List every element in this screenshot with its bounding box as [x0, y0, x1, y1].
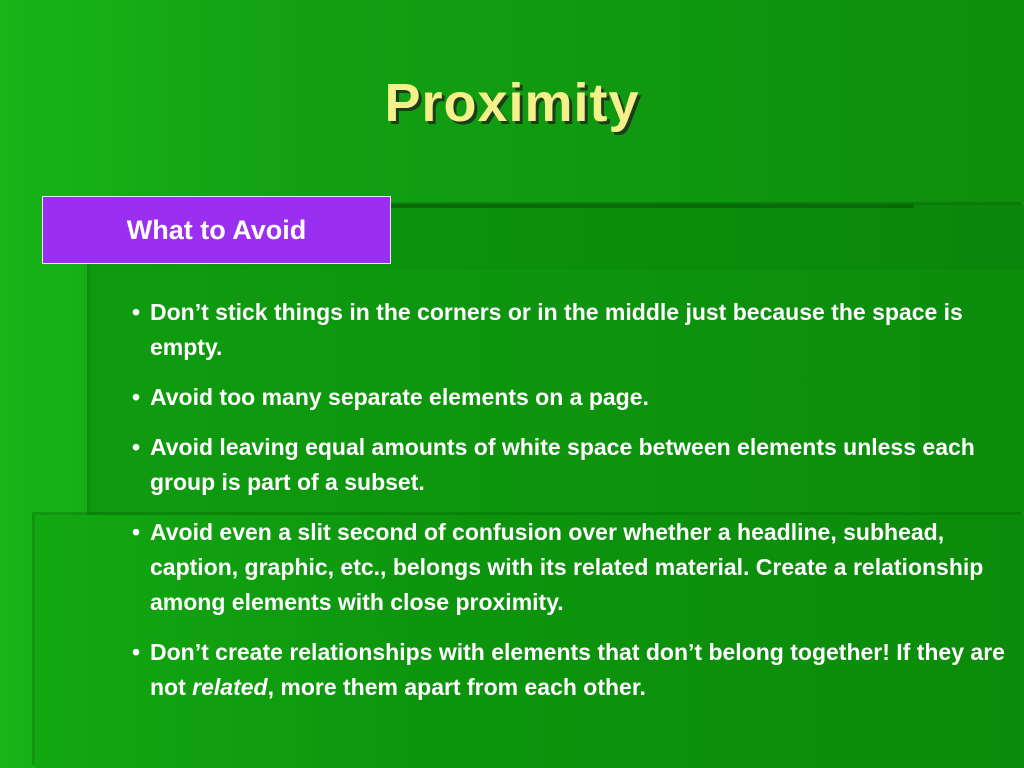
bullet-list — [132, 295, 1012, 720]
bullet-text: Don’t stick things in the corners or in the middle just because the space is empty. — [150, 299, 963, 360]
divider-line — [390, 204, 914, 208]
bullet-item — [132, 515, 1012, 620]
bullet-text-emphasis: related — [192, 674, 268, 700]
slide-title: Proximity — [384, 73, 640, 133]
bullet-icon: • — [132, 639, 141, 665]
bullet-icon: • — [132, 299, 141, 325]
bullet-item — [132, 430, 1012, 500]
section-badge — [42, 196, 391, 264]
bullet-text-before: Don’t create relationships with elements that don’t belong together! If they are not — [150, 639, 1005, 700]
bullet-item — [132, 295, 1012, 365]
section-badge-label: What to Avoid — [126, 214, 307, 245]
bullet-item — [132, 635, 1012, 705]
bullet-icon: • — [132, 384, 141, 410]
bullet-text-after: , more them apart from each other. — [267, 674, 646, 700]
bullet-icon: • — [132, 434, 141, 460]
bullet-text: Avoid leaving equal amounts of white space between elements unless each group is part of a subset. — [150, 434, 975, 495]
bullet-item — [132, 380, 1012, 415]
bullet-text: Avoid even a slit second of confusion over whether a headline, subhead, caption, graphic, etc., belongs with its related material. Create a relationship among elements with close proximity. — [150, 519, 984, 615]
bullet-text: Avoid too many separate elements on a page. — [150, 384, 649, 410]
bullet-icon: • — [132, 519, 141, 545]
